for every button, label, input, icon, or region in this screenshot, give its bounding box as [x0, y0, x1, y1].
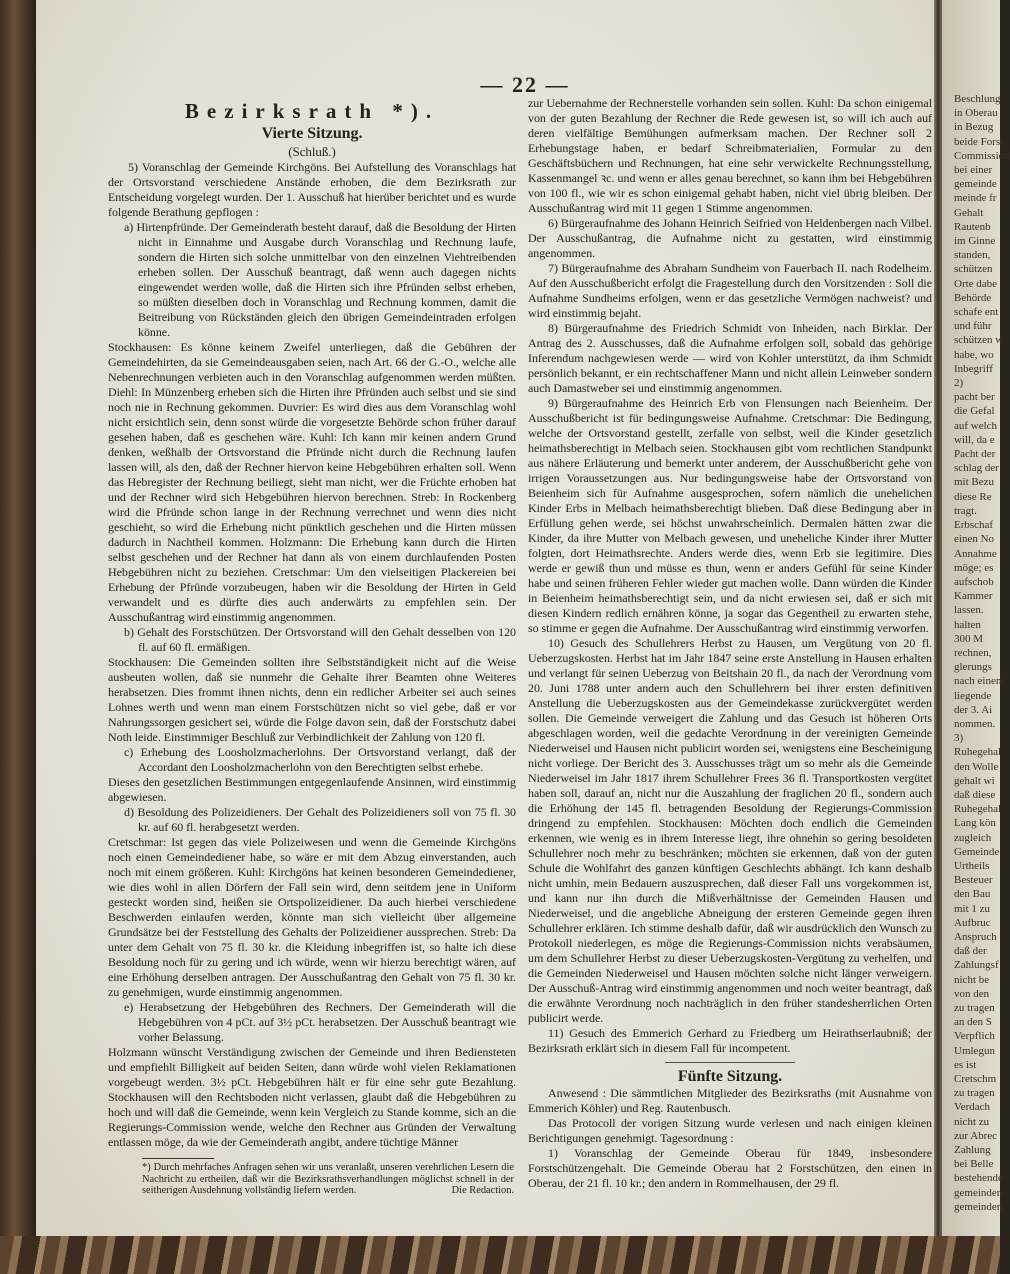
adjacent-page-line: und führ — [954, 320, 992, 333]
adjacent-page-line: rechnen, — [954, 646, 992, 659]
adjacent-page-line: zugleich — [954, 831, 992, 844]
adjacent-page-line: den Wolle — [954, 760, 999, 773]
paragraph: Anwesend : Die sämmtlichen Mitglieder des Bezirksraths (mit Ausnahme von Emmerich Köhler) und Reg. Rautenbusch. — [528, 1086, 932, 1115]
adjacent-page-line: schlag der — [954, 462, 999, 475]
adjacent-page-line: zu tragen — [954, 1087, 995, 1100]
adjacent-page-line: schafe ent — [954, 306, 999, 319]
section-divider — [665, 1062, 795, 1063]
adjacent-page-line: beide Forst — [954, 135, 1004, 148]
adjacent-page-line: Lang kön — [954, 817, 996, 830]
adjacent-page-line: Gehalt — [954, 206, 984, 219]
adjacent-page-line: schützen — [954, 263, 993, 276]
adjacent-page-line: an den S — [954, 1016, 992, 1029]
adjacent-page-line: gemeinde — [954, 178, 997, 191]
session-heading-fifth: Fünfte Sitzung. — [677, 1068, 783, 1085]
page-gutter — [934, 0, 942, 1236]
adjacent-page-line: glerungs — [954, 661, 992, 674]
adjacent-page-line: schützen w — [954, 334, 1004, 347]
paragraph: a) Hirtenpfründe. Der Gemeinderath besteht darauf, daß die Besoldung der Hirten nicht in Einnahme und Ausgabe durch Voranschlag und Rechnung laufe, sondern die Hirten sich solche unmittelbar von den einzelnen Viehtreibenden erheben sollen. Der Ausschuß beantragt, daß wenn auch dagegen nichts eingewendet werden wolle, daß die Hirten sich ihre Pfründen selbst erheben, so müßten dieselben doch in Voranschlag und Rechnung kommen, damit die Beitreibung von Rückständen gleich den übrigen Gemeindeintraden erfolgen könne. — [124, 220, 516, 339]
footnote-text: *) Durch mehrfaches Anfragen sehen wir uns veranlaßt, unseren verehrlichen Lesern die Nachricht zu ertheilen, daß wir die Bezirksrathsverhandlungen möglichst schnell in der seitherigen Ausdehnung vollständig liefern werden. — [142, 1162, 514, 1197]
article-title: Bezirksrath *). — [184, 99, 440, 123]
paragraph: zur Uebernahme der Rechnerstelle vorhanden sein sollen. Kuhl: Da schon einigemal von der guten Bezahlung der Rechner die Rede gewesen ist, so will ich auch auf deren vielfältige Bemühungen aufmerksam machen. Der Rechner soll 2 Erhebungstage haben, er bedarf Schreibmaterialien, Formular zu den Geschäftsbüchern und Rechnungen, hat eine sehr verwickelte Rechnungsstellung, Kassenmangel ꝛc. und wenn er alles genau berechnet, so kann ihm bei Hebgebühren von 100 fl., wie wir es schon einigemal gehabt haben, nicht viel übrig bleiben. Der Ausschußantrag wird mit 11 gegen 1 Stimme angenommen. — [528, 96, 932, 215]
paragraph: 10) Gesuch des Schullehrers Herbst zu Hausen, um Vergütung von 20 fl. Ueberzugskosten. Herbst hat im Jahr 1847 seine erste Anstellung in Hausen erhalten und verlangt für seinen Ueberzug von Beitshain 20 fl., da nach der Verordnung vom 20. Juni 1788 unter andern auch den Schullehrern bei ihrer ersten definitiven Anstellung die Ueberzugskosten aus der Gemeindekasse zurückvergütet werden sollen. Die Gemeinde verweigert die Zahlung und das Gesuch ist höheren Orts abgeschlagen worden, weil die gedachte Verordnung in der vereinigten Gemeinde Niederweisel und Hausen nicht publicirt worden sei, wenigstens eine Bescheinigung nicht vorliege. Der Bericht des 3. Ausschusses trägt um so mehr als die Gemeinde Niederweisel im Jahr 1817 ihrem Schullehrer Frees 36 fl. Transportkosten vergütet haben soll, darauf an, nicht nur die Auszahlung der fraglichen 20 fl., sondern auch die Erhöhung der 145 fl. betragenden Besoldung der Regierungs-Commission dringend zu empfehlen. Stockhausen: Möchten doch endlich die Gemeinden erkennen, wie wenig es in ihrem Interesse liegt, ihre ohnehin so gering besoldeten Schullehrer noch mehr zu beschränken; möchten sie erkennen, daß von der guten Schule die Wohlfahrt des ganzen künftigen Geschlechts abhängt. Ich kann deshalb nicht umhin, mein Bedauern auszusprechen, daß dieser Fall uns vorgekommen ist, und kann nur ihn durch die Mißverhältnisse der Gemeinden Hausen und Niederweisel, und die angebliche Abneigung der ersteren Gemeinde gegen ihren Schullehrer erklären. Ich stimme deshalb dafür, daß wir ausdrücklich den Wunsch zu Protokoll niederlegen, es möge die Regierungs-Commission nichts verabsäumen, um dem Schullehrer Herbst zu dieser Ueberzugskosten-Vergütung zu verhelfen, und die Gemeinden Niederweisel und Hausen möchten solche nicht länger verweigern. Der Ausschuß-Antrag wird einstimmig angenommen und noch weiter beantragt, daß die erwähnte Verordnung noch nachträglich in den früher standesherrlichen Orten publicirt werde. — [528, 636, 932, 1025]
adjacent-page-edge — [942, 0, 1010, 1236]
paragraph: 1) Voranschlag der Gemeinde Oberau für 1849, insbesondere Forstschützengehalt. Die Gemeinde Oberau hat 2 Forstschützen, den einen in Oberau, der 21 fl. 10 kr.; den andern in Rommelhausen, der 29 fl. — [528, 1146, 932, 1190]
paragraph: 9) Bürgeraufnahme des Heinrich Erb von Flensungen nach Beienheim. Der Ausschußbericht ist für bedingungsweise Aufnahme. Cretschmar: Die Bedingung, welche der Ortsvorstand gestellt, zerfalle von selbst, weil die Kinder gesetzlich heimathsberechtigt in Melbach seien. Stockhausen gibt vom rechtlichen Standpunkt aus nähere Erläuterung und bemerkt unter anderem, der Ausschußbericht gehe von irrigen Voraussetzungen aus. Nur bedingungsweise habe der Ortsvorstand von Beienheim sich für Aufnahme ausgesprochen, sofern nämlich die unehelichen Kinder Erbs in Melbach heimathsberechtigt blieben. Daß diese Bedingung aber in Erfüllung gehen werde, sei höchst unwahrscheinlich. Dermalen hätten zwar die Kinder, da ihre Mutter von Melbach gewesen, und uneheliche Kinder ihrer Mutter folgten, dort Heimathsrechte. Anders werde dies, wenn Erb sie legitimire. Dies werde er gewiß thun und müsse es thun, wenn er anders Gefühl für seine Kinder habe und seinen früheren Fehler wieder gut machen wolle. Dann würden die Kinder in Beienheim heimathsberechtigt sein, und da nicht erwiesen sei, daß er sich mit diesen Kindern redlich ernähren könne, ja sogar das Gegentheil zu erwarten stehe, so stimme er gegen die Aufnahme. Der Ausschußantrag wird einstimmig verworfen. — [528, 396, 932, 635]
adjacent-page-line: den Bau — [954, 888, 991, 901]
adjacent-page-line: mit Bezu — [954, 476, 995, 489]
paragraph: b) Gehalt des Forstschützen. Der Ortsvorstand will den Gehalt desselben von 120 fl. auf 60 fl. ermäßigen. — [124, 625, 516, 654]
adjacent-page-line: es ist — [954, 1058, 977, 1071]
book-binding-left — [0, 0, 36, 1274]
paragraph: 6) Bürgeraufnahme des Johann Heinrich Seifried von Heldenbergen nach Vilbel. Der Ausschußantrag, die Aufnahme nicht zu gestatten, wird einstimmig angenommen. — [528, 216, 932, 260]
adjacent-page-line: Ruhegehal — [954, 803, 1002, 816]
adjacent-page-line: gemeinden — [954, 1186, 1003, 1199]
adjacent-page-line: habe, wo — [954, 348, 994, 361]
adjacent-page-line: Kammer — [954, 590, 993, 603]
adjacent-page-line: mit 1 zu — [954, 902, 991, 915]
paragraph: Holzmann wünscht Verständigung zwischen der Gemeinde und ihren Bediensteten und empfiehlt Billigkeit auf beiden Seiten, dann würde wohl vielen Reklamationen vorgebeugt werden. 3½ pCt. Hebgebühren hält er für eine sehr gute Bezahlung. Stockhausen will den Rechtsboden nicht verlassen, glaubt daß die Hebgebühren zu hoch und will daß die Gemeinde, wenn kein Vergleich zu Stande komme, sich an die Regierungs-Commission wende, welche den Rechner aus Gründen der Verwaltung entlassen möge, da wie der Gemeinderath angibt, andere tüchtige Männer — [108, 1045, 516, 1149]
paragraph: 8) Bürgeraufnahme des Friedrich Schmidt von Inheiden, nach Birklar. Der Antrag des 2. Ausschusses, daß die Aufnahme erfolgen soll, sobald das gehörige Inferendum nachgewiesen werde — wird von Kohler unterstützt, da ihm Schmidt persönlich bekannt, er ein rechtschaffener Mann und nicht allein Leinweber sondern auch Damastweber sei und einstimmig angenommen. — [528, 321, 932, 395]
adjacent-page-line: bei einer — [954, 164, 993, 177]
adjacent-page-line: tragt. — [954, 504, 977, 517]
adjacent-page-line: daß der — [954, 945, 987, 958]
adjacent-page-line: im Ginne — [954, 235, 996, 248]
adjacent-page-line: in Bezug — [954, 121, 994, 134]
adjacent-page-line: Commission — [954, 149, 1010, 162]
adjacent-page-line: Urtheils — [954, 859, 990, 872]
adjacent-page-line: Aufbruc — [954, 916, 991, 929]
paragraph: 11) Gesuch des Emmerich Gerhard zu Friedberg um Heirathserlaubniß; der Bezirksrath erklärt sich in diesem Fall für incompetent. — [528, 1026, 932, 1055]
adjacent-page-line: der 3. Ai — [954, 703, 993, 716]
adjacent-page-line: nommen. — [954, 717, 996, 730]
adjacent-page-line: Erbschaf — [954, 519, 994, 532]
adjacent-page-line: Orte dabe — [954, 277, 998, 290]
adjacent-page-line: daß diese — [954, 788, 996, 801]
adjacent-page-line: Beschlung — [954, 93, 1001, 105]
adjacent-page-line: meinde fr — [954, 192, 997, 205]
adjacent-page-line: Inbegriff — [954, 362, 993, 375]
adjacent-page-line: pacht ber — [954, 391, 995, 404]
footnote — [142, 1162, 514, 1197]
adjacent-page-line: nicht be — [954, 973, 990, 986]
book-binding-bottom — [0, 1236, 1000, 1274]
adjacent-page-line: Zahlung — [954, 1144, 991, 1157]
paragraph: e) Herabsetzung der Hebgebühren des Rechners. Der Gemeinderath will die Hebgebühren von 4 pCt. auf 3½ pCt. herabsetzen. Der Ausschuß beantragt wie vorher Belassung. — [124, 1000, 516, 1044]
adjacent-page-line: Anspruch — [954, 930, 997, 943]
adjacent-page-line: in Oberau — [954, 107, 998, 120]
paragraph: d) Besoldung des Polizeidieners. Der Gehalt des Polizeidieners soll von 75 fl. 30 kr. auf 60 fl. herabgesetzt werden. — [124, 805, 516, 834]
adjacent-page-line: einen No — [954, 533, 995, 546]
adjacent-page-text — [942, 0, 1010, 1214]
paragraph: 7) Bürgeraufnahme des Abraham Sundheim von Fauerbach II. nach Rodelheim. Auf den Ausschußbericht erfolgt die Fragestellung durch den Vorsitzenden : Soll die Aufnahme Sundheims erfolgen, wenn er das gesetzliche Vermögen nachweist? und wird einstimmig bejaht. — [528, 261, 932, 320]
adjacent-page-line: zu tragen — [954, 1002, 995, 1014]
adjacent-page-line: liegende — [954, 689, 992, 702]
adjacent-page-line: aufschob — [954, 575, 994, 588]
adjacent-page-line: Besteuer — [954, 874, 993, 887]
left-column — [108, 98, 516, 1150]
paragraph: 5) Voranschlag der Gemeinde Kirchgöns. Bei Aufstellung des Voranschlags hat der Ortsvorstand verschiedene Anstände erhoben, die dem Bezirksrath zur Entscheidung vorgelegt wurden. Der 1. Ausschuß hat hierüber berichtet und es wurde folgende Berathung gepflogen : — [108, 160, 516, 219]
adjacent-page-line: halten — [954, 618, 981, 631]
adjacent-page-line: bestehende — [954, 1172, 1003, 1185]
adjacent-page-line: Pacht der — [954, 448, 996, 461]
paragraph: c) Erhebung des Loosholzmacherlohns. Der Ortsvorstand verlangt, daß der Accordant den Loosholzmacherlohn von den Berechtigten selbst erhebe. — [124, 745, 516, 774]
page-number: — 22 — — [480, 72, 570, 97]
adjacent-page-line: Verpflich — [954, 1030, 995, 1043]
adjacent-page-line: möge; es — [954, 561, 994, 574]
adjacent-page-line: Ruhegehal — [954, 746, 1002, 759]
adjacent-page-line: Umlegun — [954, 1044, 995, 1057]
adjacent-page-line: Cretschm — [954, 1073, 997, 1086]
paragraph: Das Protocoll der vorigen Sitzung wurde verlesen und nach einigen kleinen Berichtigungen genehmigt. Tagesordnung : — [528, 1116, 932, 1145]
adjacent-page-line: standen, — [954, 249, 991, 262]
adjacent-page-line: Zahlungsf — [954, 959, 999, 972]
adjacent-page-line: die Gefal — [954, 405, 995, 418]
adjacent-page-line: Rautenb — [954, 220, 991, 233]
adjacent-page-line: Verdach — [954, 1101, 991, 1114]
adjacent-page-line: diese Re — [954, 490, 992, 503]
adjacent-page-line: gemeinden. — [954, 1200, 1006, 1213]
paragraph: Dieses den gesetzlichen Bestimmungen entgegenlaufende Ansinnen, wird einstimmig abgewiesen. — [108, 775, 516, 804]
adjacent-page-line: Gemeinde — [954, 845, 1000, 858]
adjacent-page-line: will, da e — [954, 433, 995, 446]
adjacent-page-line: zur Abrec — [954, 1129, 998, 1142]
adjacent-page-line: von den — [954, 987, 990, 1000]
adjacent-page-line: 300 M — [954, 632, 984, 645]
adjacent-page-line: 2) — [954, 377, 964, 390]
adjacent-page-line: nach einem — [954, 675, 1005, 688]
adjacent-page-line: lassen. — [954, 604, 984, 617]
adjacent-page-line: gehalt wi — [954, 774, 995, 787]
adjacent-page-line: bei Belle — [954, 1158, 994, 1171]
session-heading: Vierte Sitzung. — [261, 125, 363, 142]
adjacent-page-line: Behörde — [954, 291, 992, 304]
footnote-signature: Die Redaction. — [451, 1185, 514, 1197]
paragraph: Stockhausen: Es könne keinem Zweifel unterliegen, daß die Gebühren der Gemeindehirten, da sie Gemeindeausgaben seien, nach Art. 66 der G.-O., welche alle Nebenrechnungen verbieten auch in den Voranschlag aufgenommen werden müßten. Diehl: In Münzenberg erheben sich die Hirten ihre Pfründen auch selbst und sie sind noch nie in Rechnung gekommen. Duvrier: Es wird dies aus dem Voranschlag wohl nicht ersichtlich sein, denn sonst würde die vorgesetzte Behörde schon früher darauf gesehen haben, daß es geschehen wäre. Kuhl: Ich kann mir keinen andern Grund denken, weßhalb der Ortsvorstand die Pfründe nicht durch die Rechnung laufen lassen will, als den, daß der Rechner hiervon keine Hebgebühren erhalten soll. Wenn das Hebregister der Rechnung beiliegt, sieht man nicht, wer die Früchte erhoben hat und der Rechner wird sich Hebgebühren hiervon berechnen. Streb: In Rockenberg wird die Pfründe schon lange in der Rechnung verrechnet und wenn dies nicht geschieht, so wird die Erhebung nicht pünktlich geschehen und die Hirten müssen dadurch in Nachtheil kommen. Holzmann: Die Erhebung kann durch die Hirten selbst geschehen und der Rechner hat dann als von einem durchlaufenden Posten Hebgebühren nicht zu beziehen. Cretschmar: Um den vielseitigen Plackereien bei Erhebung der Pfründe vorzubeugen, haben wir die Besoldung der Hirten in Geld verwandelt und es dürfte dies auch anderwärts zu empfehlen sein. Der Ausschußantrag wird einstimmig angenommen. — [108, 340, 516, 624]
paragraph: Stockhausen: Die Gemeinden sollten ihre Selbstständigkeit nicht auf die Weise ausbeuten wollen, daß sie nunmehr die Gehalte ihrer Beamten ohne Weiteres herabsetzen. Dies frommt ihnen nichts, denn ein redlicher Arbeiter sei auch seines Lohnes werth und wenn man einem Forstschützen nicht so viel gebe, daß er vor Nahrungssorgen gesichert sei, würde die Folge davon sein, daß der Forstschutz dabei Noth leide. Einstimmiger Beschluß zur Verbindlichkeit der Zahlung von 120 fl. — [108, 655, 516, 744]
continued-note: (Schluß.) — [288, 144, 336, 159]
adjacent-page-line: auf welch — [954, 419, 998, 432]
adjacent-page-line: 3) — [954, 732, 964, 745]
right-column — [528, 96, 932, 1191]
paragraph: Cretschmar: Ist gegen das viele Polizeiwesen und wenn die Gemeinde Kirchgöns noch einen Gemeindediener habe, so wäre er mit dem Abzug einverstanden, auch noch mit einem größeren. Kuhl: Kirchgöns hat keinen besonderen Gemeindediener, wie dies wohl in allen Dörfern der Fall sein wird, denn seitdem jene in Uniform gesteckt worden sind, heißen sie Ortspolizeidiener. Da auch hierbei verschiedene Beschwerden einlaufen werden, könnte man sich vielleicht über allgemeine Grundsätze bei der Feststellung des Gehalts der Polizeidiener aussprechen. Streb: Da unter dem Gehalt von 75 fl. 30 kr. die Kleidung inbegriffen ist, so halte ich diese Besoldung noch für zu gering und ich würde, wenn wir hierzu berechtigt wären, auf eine Erhöhung derselben antragen. Der Ausschußantrag den Gehalt von 75 fl. 30 kr. zu genehmigen, wurde einstimmig angenommen. — [108, 835, 516, 999]
footnote-rule — [142, 1158, 214, 1159]
adjacent-page-line: nicht zu — [954, 1115, 990, 1128]
adjacent-page-line: Annahme — [954, 547, 997, 560]
